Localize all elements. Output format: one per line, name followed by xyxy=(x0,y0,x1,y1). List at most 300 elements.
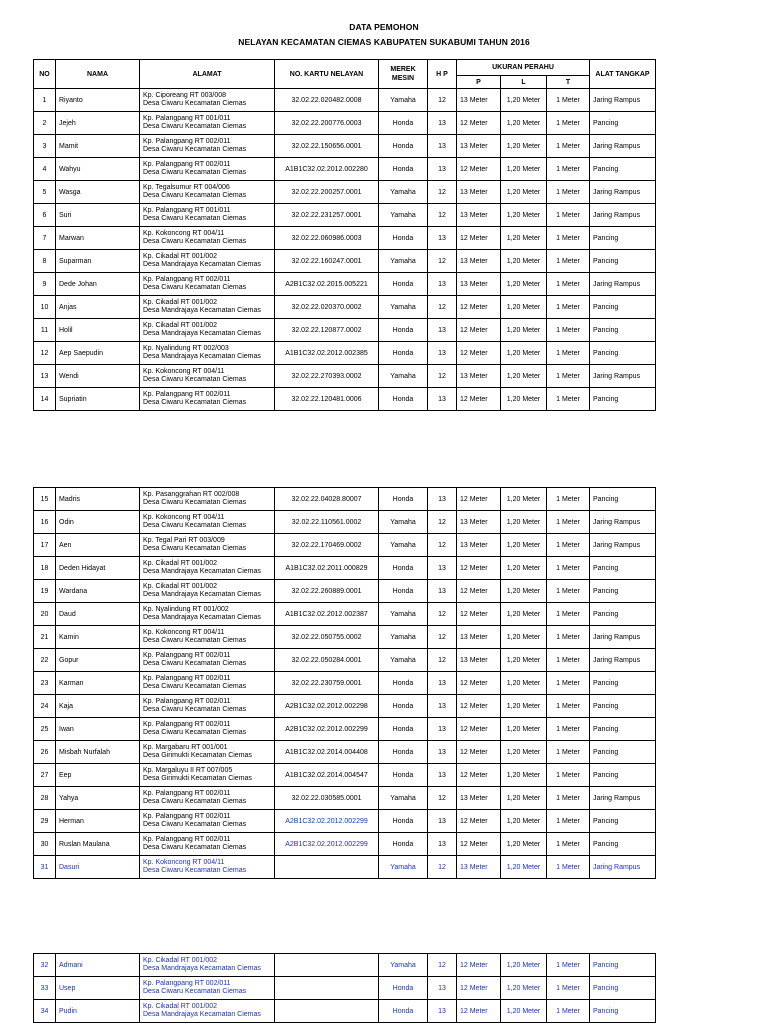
cell-hp: 13 xyxy=(428,833,457,856)
cell-tinggi: 1 Meter xyxy=(547,764,590,787)
address-line-village: Desa Mandrajaya Kecamatan Ciemas xyxy=(143,307,261,314)
cell-alat-tangkap: Jaring Rampus xyxy=(590,787,656,810)
cell-nama: Admani xyxy=(56,954,140,977)
table-row xyxy=(34,388,656,411)
cell-alat-tangkap: Pancing xyxy=(590,319,656,342)
cell-tinggi: 1 Meter xyxy=(547,488,590,511)
address-line-village: Desa Ciwaru Kecamatan Ciemas xyxy=(143,660,247,667)
cell-merek-mesin: Yamaha xyxy=(379,296,428,319)
cell-merek-mesin: Honda xyxy=(379,273,428,296)
address-line-village: Desa Ciwaru Kecamatan Ciemas xyxy=(143,399,247,406)
cell-panjang: 12 Meter xyxy=(457,810,501,833)
address-line-street: Kp. Margaluyu II RT 007/005 xyxy=(143,767,233,774)
address-line-street: Kp. Palangpang RT 002/011 xyxy=(143,813,231,820)
address-line-village: Desa Ciwaru Kecamatan Ciemas xyxy=(143,545,247,552)
cell-nama: Suparman xyxy=(56,250,140,273)
cell-nama: Holil xyxy=(56,319,140,342)
address-line-village: Desa Ciwaru Kecamatan Ciemas xyxy=(143,988,247,995)
cell-lebar: 1,20 Meter xyxy=(501,833,547,856)
cell-panjang: 12 Meter xyxy=(457,764,501,787)
cell-alat-tangkap: Pancing xyxy=(590,764,656,787)
table-row xyxy=(34,1000,656,1023)
address-line-street: Kp. Palangpang RT 002/011 xyxy=(143,138,231,145)
cell-panjang: 12 Meter xyxy=(457,342,501,365)
cell-alamat xyxy=(140,112,275,135)
cell-no: 24 xyxy=(34,695,56,718)
table-row xyxy=(34,626,656,649)
address-line-street: Kp. Cikadal RT 001/002 xyxy=(143,957,218,964)
table-row xyxy=(34,342,656,365)
cell-alamat xyxy=(140,626,275,649)
address-line-street: Kp. Palangpang RT 002/011 xyxy=(143,276,231,283)
table-row xyxy=(34,511,656,534)
address-line-village: Desa Ciwaru Kecamatan Ciemas xyxy=(143,499,247,506)
address-line-street: Kp. Nyalindung RT 001/002 xyxy=(143,606,229,613)
cell-panjang: 13 Meter xyxy=(457,250,501,273)
cell-alat-tangkap: Pancing xyxy=(590,718,656,741)
cell-hp: 13 xyxy=(428,810,457,833)
cell-alamat xyxy=(140,695,275,718)
table-row xyxy=(34,296,656,319)
cell-panjang: 13 Meter xyxy=(457,204,501,227)
cell-nama: Madris xyxy=(56,488,140,511)
cell-merek-mesin: Yamaha xyxy=(379,534,428,557)
cell-nama: Wendi xyxy=(56,365,140,388)
cell-hp: 12 xyxy=(428,954,457,977)
cell-tinggi: 1 Meter xyxy=(547,342,590,365)
cell-kartu-nelayan: A1B1C32.02.2011.000829 xyxy=(275,557,379,580)
header-nama: NAMA xyxy=(56,60,140,89)
address-line-street: Kp. Palangpang RT 001/011 xyxy=(143,115,231,122)
cell-nama: Aep Saepudin xyxy=(56,342,140,365)
cell-tinggi: 1 Meter xyxy=(547,741,590,764)
cell-no: 33 xyxy=(34,977,56,1000)
cell-kartu-nelayan: 32.02.22.200257.0001 xyxy=(275,181,379,204)
cell-no: 20 xyxy=(34,603,56,626)
table-body-1 xyxy=(34,89,656,411)
cell-merek-mesin: Honda xyxy=(379,227,428,250)
cell-no: 10 xyxy=(34,296,56,319)
cell-hp: 13 xyxy=(428,741,457,764)
address-line-street: Kp. Tegal Pari RT 003/009 xyxy=(143,537,225,544)
cell-lebar: 1,20 Meter xyxy=(501,649,547,672)
address-line-street: Kp. Cikadal RT 001/002 xyxy=(143,583,218,590)
cell-tinggi: 1 Meter xyxy=(547,626,590,649)
cell-tinggi: 1 Meter xyxy=(547,580,590,603)
cell-merek-mesin: Yamaha xyxy=(379,603,428,626)
cell-lebar: 1,20 Meter xyxy=(501,342,547,365)
cell-hp: 12 xyxy=(428,250,457,273)
cell-kartu-nelayan: 32.02.22.050755.0002 xyxy=(275,626,379,649)
address-line-street: Kp. Palangpang RT 002/011 xyxy=(143,698,231,705)
cell-panjang: 12 Meter xyxy=(457,158,501,181)
cell-alamat xyxy=(140,250,275,273)
cell-nama: Mamit xyxy=(56,135,140,158)
cell-lebar: 1,20 Meter xyxy=(501,488,547,511)
cell-tinggi: 1 Meter xyxy=(547,603,590,626)
address-line-village: Desa Mandrajaya Kecamatan Ciemas xyxy=(143,568,261,575)
cell-nama: Jejeh xyxy=(56,112,140,135)
address-line-village: Desa Ciwaru Kecamatan Ciemas xyxy=(143,284,247,291)
cell-merek-mesin: Honda xyxy=(379,741,428,764)
cell-alat-tangkap: Pancing xyxy=(590,954,656,977)
table-row xyxy=(34,112,656,135)
table-row xyxy=(34,181,656,204)
applicant-table-section-2 xyxy=(33,487,656,879)
cell-kartu-nelayan: A2B1C32.02.2012.002298 xyxy=(275,695,379,718)
cell-hp: 12 xyxy=(428,511,457,534)
cell-hp: 12 xyxy=(428,181,457,204)
table-row xyxy=(34,273,656,296)
cell-hp: 13 xyxy=(428,319,457,342)
address-line-street: Kp. Margabaru RT 001/001 xyxy=(143,744,228,751)
address-line-street: Kp. Palangpang RT 002/011 xyxy=(143,652,231,659)
table-row xyxy=(34,977,656,1000)
cell-hp: 13 xyxy=(428,135,457,158)
cell-alat-tangkap: Pancing xyxy=(590,158,656,181)
address-line-street: Kp. Kokoncong RT 004/11 xyxy=(143,859,225,866)
cell-kartu-nelayan: 32.02.22.160247.0001 xyxy=(275,250,379,273)
cell-alat-tangkap: Pancing xyxy=(590,112,656,135)
cell-alamat xyxy=(140,273,275,296)
address-line-village: Desa Ciwaru Kecamatan Ciemas xyxy=(143,146,247,153)
cell-merek-mesin: Honda xyxy=(379,580,428,603)
cell-alamat xyxy=(140,787,275,810)
cell-tinggi: 1 Meter xyxy=(547,833,590,856)
cell-hp: 13 xyxy=(428,580,457,603)
address-line-village: Desa Ciwaru Kecamatan Ciemas xyxy=(143,798,247,805)
cell-alat-tangkap: Pancing xyxy=(590,342,656,365)
cell-kartu-nelayan: 32.02.22.020370.0002 xyxy=(275,296,379,319)
cell-tinggi: 1 Meter xyxy=(547,227,590,250)
cell-hp: 12 xyxy=(428,626,457,649)
cell-alat-tangkap: Jaring Rampus xyxy=(590,511,656,534)
cell-no: 30 xyxy=(34,833,56,856)
cell-alat-tangkap: Jaring Rampus xyxy=(590,181,656,204)
cell-merek-mesin: Honda xyxy=(379,1000,428,1023)
cell-no: 21 xyxy=(34,626,56,649)
cell-alat-tangkap: Jaring Rampus xyxy=(590,649,656,672)
table-row xyxy=(34,250,656,273)
cell-hp: 13 xyxy=(428,1000,457,1023)
table-row xyxy=(34,741,656,764)
cell-panjang: 13 Meter xyxy=(457,181,501,204)
cell-no: 25 xyxy=(34,718,56,741)
cell-alat-tangkap: Jaring Rampus xyxy=(590,273,656,296)
cell-panjang: 13 Meter xyxy=(457,273,501,296)
table-body-2 xyxy=(34,488,656,879)
cell-merek-mesin: Yamaha xyxy=(379,626,428,649)
cell-lebar: 1,20 Meter xyxy=(501,764,547,787)
cell-alamat xyxy=(140,580,275,603)
address-line-village: Desa Ciwaru Kecamatan Ciemas xyxy=(143,522,247,529)
cell-alamat xyxy=(140,557,275,580)
cell-alamat xyxy=(140,296,275,319)
cell-panjang: 13 Meter xyxy=(457,534,501,557)
cell-kartu-nelayan xyxy=(275,1000,379,1023)
cell-panjang: 12 Meter xyxy=(457,227,501,250)
table-row xyxy=(34,580,656,603)
table-row xyxy=(34,672,656,695)
table-row xyxy=(34,488,656,511)
address-line-village: Desa Girimukti Kecamatan Ciemas xyxy=(143,775,252,782)
cell-hp: 13 xyxy=(428,488,457,511)
cell-alat-tangkap: Jaring Rampus xyxy=(590,204,656,227)
cell-panjang: 13 Meter xyxy=(457,626,501,649)
cell-panjang: 13 Meter xyxy=(457,135,501,158)
address-line-village: Desa Ciwaru Kecamatan Ciemas xyxy=(143,729,247,736)
cell-tinggi: 1 Meter xyxy=(547,388,590,411)
cell-alat-tangkap: Pancing xyxy=(590,250,656,273)
address-line-street: Kp. Cikadal RT 001/002 xyxy=(143,253,218,260)
table-row xyxy=(34,856,656,879)
address-line-village: Desa Ciwaru Kecamatan Ciemas xyxy=(143,100,247,107)
cell-alat-tangkap: Jaring Rampus xyxy=(590,626,656,649)
cell-alamat xyxy=(140,741,275,764)
address-line-street: Kp. Palangpang RT 002/011 xyxy=(143,161,231,168)
cell-panjang: 13 Meter xyxy=(457,511,501,534)
cell-kartu-nelayan xyxy=(275,977,379,1000)
cell-hp: 13 xyxy=(428,342,457,365)
cell-nama: Aen xyxy=(56,534,140,557)
header-alamat: ALAMAT xyxy=(140,60,275,89)
cell-alat-tangkap: Jaring Rampus xyxy=(590,365,656,388)
cell-merek-mesin: Yamaha xyxy=(379,856,428,879)
address-line-village: Desa Mandrajaya Kecamatan Ciemas xyxy=(143,261,261,268)
table-row xyxy=(34,557,656,580)
cell-no: 17 xyxy=(34,534,56,557)
cell-nama: Gopur xyxy=(56,649,140,672)
cell-tinggi: 1 Meter xyxy=(547,810,590,833)
cell-panjang: 12 Meter xyxy=(457,319,501,342)
cell-kartu-nelayan: 32.02.22.231257.0001 xyxy=(275,204,379,227)
cell-merek-mesin: Yamaha xyxy=(379,649,428,672)
cell-no: 26 xyxy=(34,741,56,764)
address-line-street: Kp. Palangpang RT 002/011 xyxy=(143,836,231,843)
cell-no: 22 xyxy=(34,649,56,672)
cell-alamat xyxy=(140,319,275,342)
cell-nama: Deden Hidayat xyxy=(56,557,140,580)
address-line-village: Desa Ciwaru Kecamatan Ciemas xyxy=(143,123,247,130)
address-line-village: Desa Ciwaru Kecamatan Ciemas xyxy=(143,376,247,383)
cell-kartu-nelayan: 32.02.22.230759.0001 xyxy=(275,672,379,695)
cell-lebar: 1,20 Meter xyxy=(501,135,547,158)
cell-no: 12 xyxy=(34,342,56,365)
cell-kartu-nelayan: A2B1C32.02.2012.002299 xyxy=(275,833,379,856)
cell-nama: Riyanto xyxy=(56,89,140,112)
cell-kartu-nelayan: 32.02.22.050284.0001 xyxy=(275,649,379,672)
cell-tinggi: 1 Meter xyxy=(547,695,590,718)
cell-merek-mesin: Yamaha xyxy=(379,787,428,810)
table-row xyxy=(34,695,656,718)
cell-nama: Dede Johan xyxy=(56,273,140,296)
cell-lebar: 1,20 Meter xyxy=(501,112,547,135)
cell-merek-mesin: Yamaha xyxy=(379,181,428,204)
cell-tinggi: 1 Meter xyxy=(547,250,590,273)
cell-kartu-nelayan xyxy=(275,856,379,879)
header-merek-mesin: MEREK MESIN xyxy=(379,60,428,89)
cell-tinggi: 1 Meter xyxy=(547,672,590,695)
cell-nama: Marwan xyxy=(56,227,140,250)
table-row xyxy=(34,158,656,181)
cell-nama: Odin xyxy=(56,511,140,534)
cell-lebar: 1,20 Meter xyxy=(501,672,547,695)
cell-hp: 13 xyxy=(428,718,457,741)
cell-tinggi: 1 Meter xyxy=(547,1000,590,1023)
cell-lebar: 1,20 Meter xyxy=(501,603,547,626)
cell-alamat xyxy=(140,181,275,204)
table-row xyxy=(34,787,656,810)
cell-panjang: 12 Meter xyxy=(457,672,501,695)
cell-no: 1 xyxy=(34,89,56,112)
cell-alat-tangkap: Jaring Rampus xyxy=(590,135,656,158)
table-row xyxy=(34,204,656,227)
cell-tinggi: 1 Meter xyxy=(547,181,590,204)
cell-alat-tangkap: Jaring Rampus xyxy=(590,534,656,557)
address-line-village: Desa Mandrajaya Kecamatan Ciemas xyxy=(143,330,261,337)
cell-tinggi: 1 Meter xyxy=(547,273,590,296)
address-line-village: Desa Mandrajaya Kecamatan Ciemas xyxy=(143,591,261,598)
cell-nama: Usep xyxy=(56,977,140,1000)
cell-nama: Supriatin xyxy=(56,388,140,411)
cell-kartu-nelayan: 32.02.22.030585.0001 xyxy=(275,787,379,810)
cell-lebar: 1,20 Meter xyxy=(501,1000,547,1023)
cell-no: 9 xyxy=(34,273,56,296)
cell-tinggi: 1 Meter xyxy=(547,954,590,977)
cell-merek-mesin: Honda xyxy=(379,672,428,695)
cell-tinggi: 1 Meter xyxy=(547,649,590,672)
cell-no: 34 xyxy=(34,1000,56,1023)
cell-tinggi: 1 Meter xyxy=(547,158,590,181)
address-line-village: Desa Ciwaru Kecamatan Ciemas xyxy=(143,637,247,644)
cell-no: 32 xyxy=(34,954,56,977)
cell-panjang: 12 Meter xyxy=(457,833,501,856)
cell-alamat xyxy=(140,534,275,557)
cell-hp: 13 xyxy=(428,557,457,580)
cell-hp: 12 xyxy=(428,856,457,879)
cell-alat-tangkap: Jaring Rampus xyxy=(590,89,656,112)
cell-lebar: 1,20 Meter xyxy=(501,810,547,833)
cell-panjang: 12 Meter xyxy=(457,954,501,977)
address-line-village: Desa Ciwaru Kecamatan Ciemas xyxy=(143,867,247,874)
cell-nama: Wasga xyxy=(56,181,140,204)
cell-hp: 13 xyxy=(428,764,457,787)
cell-nama: Misbah Nurfalah xyxy=(56,741,140,764)
cell-panjang: 12 Meter xyxy=(457,1000,501,1023)
cell-merek-mesin: Honda xyxy=(379,342,428,365)
address-line-village: Desa Ciwaru Kecamatan Ciemas xyxy=(143,169,247,176)
address-line-street: Kp. Kokoncong RT 004/11 xyxy=(143,230,225,237)
cell-alat-tangkap: Pancing xyxy=(590,227,656,250)
cell-panjang: 12 Meter xyxy=(457,488,501,511)
cell-merek-mesin: Yamaha xyxy=(379,89,428,112)
cell-no: 7 xyxy=(34,227,56,250)
address-line-street: Kp. Palangpang RT 002/011 xyxy=(143,790,231,797)
cell-merek-mesin: Honda xyxy=(379,557,428,580)
cell-hp: 13 xyxy=(428,672,457,695)
cell-alat-tangkap: Pancing xyxy=(590,488,656,511)
cell-alamat xyxy=(140,977,275,1000)
cell-panjang: 12 Meter xyxy=(457,741,501,764)
cell-kartu-nelayan: 32.02.22.150656.0001 xyxy=(275,135,379,158)
cell-no: 14 xyxy=(34,388,56,411)
cell-alat-tangkap: Pancing xyxy=(590,977,656,1000)
cell-alat-tangkap: Pancing xyxy=(590,557,656,580)
cell-nama: Ruslan Maulana xyxy=(56,833,140,856)
cell-alat-tangkap: Pancing xyxy=(590,695,656,718)
cell-nama: Wardana xyxy=(56,580,140,603)
cell-merek-mesin: Yamaha xyxy=(379,250,428,273)
cell-alamat xyxy=(140,672,275,695)
address-line-village: Desa Ciwaru Kecamatan Ciemas xyxy=(143,215,247,222)
cell-kartu-nelayan: A1B1C32.02.2012.002387 xyxy=(275,603,379,626)
cell-no: 28 xyxy=(34,787,56,810)
cell-merek-mesin: Honda xyxy=(379,112,428,135)
cell-alamat xyxy=(140,204,275,227)
cell-alamat xyxy=(140,227,275,250)
cell-panjang: 12 Meter xyxy=(457,112,501,135)
cell-nama: Suri xyxy=(56,204,140,227)
cell-nama: Iwan xyxy=(56,718,140,741)
cell-no: 6 xyxy=(34,204,56,227)
address-line-street: Kp. Pasanggrahan RT 002/008 xyxy=(143,491,240,498)
cell-panjang: 12 Meter xyxy=(457,603,501,626)
address-line-village: Desa Mandrajaya Kecamatan Ciemas xyxy=(143,965,261,972)
address-line-street: Kp. Nyalindung RT 002/003 xyxy=(143,345,229,352)
cell-alat-tangkap: Pancing xyxy=(590,580,656,603)
cell-alat-tangkap: Pancing xyxy=(590,296,656,319)
cell-no: 23 xyxy=(34,672,56,695)
cell-lebar: 1,20 Meter xyxy=(501,273,547,296)
cell-lebar: 1,20 Meter xyxy=(501,388,547,411)
cell-no: 19 xyxy=(34,580,56,603)
table-row xyxy=(34,89,656,112)
address-line-village: Desa Mandrajaya Kecamatan Ciemas xyxy=(143,614,261,621)
cell-tinggi: 1 Meter xyxy=(547,319,590,342)
cell-tinggi: 1 Meter xyxy=(547,112,590,135)
cell-kartu-nelayan: 32.02.22.270393.0002 xyxy=(275,365,379,388)
table-row xyxy=(34,649,656,672)
cell-hp: 12 xyxy=(428,603,457,626)
cell-tinggi: 1 Meter xyxy=(547,135,590,158)
cell-kartu-nelayan: 32.02.22.200776.0003 xyxy=(275,112,379,135)
cell-kartu-nelayan: A2B1C32.02.2015.005221 xyxy=(275,273,379,296)
cell-panjang: 12 Meter xyxy=(457,580,501,603)
cell-hp: 12 xyxy=(428,89,457,112)
cell-merek-mesin: Honda xyxy=(379,977,428,1000)
header-t: T xyxy=(547,76,590,89)
cell-alamat xyxy=(140,342,275,365)
cell-lebar: 1,20 Meter xyxy=(501,718,547,741)
cell-hp: 13 xyxy=(428,388,457,411)
cell-nama: Wahyu xyxy=(56,158,140,181)
address-line-street: Kp. Cikadal RT 001/002 xyxy=(143,299,218,306)
cell-alamat xyxy=(140,764,275,787)
cell-no: 11 xyxy=(34,319,56,342)
address-line-street: Kp. Kokoncong RT 004/11 xyxy=(143,629,225,636)
cell-no: 2 xyxy=(34,112,56,135)
address-line-street: Kp. Palangpang RT 002/011 xyxy=(143,721,231,728)
table-row xyxy=(34,810,656,833)
cell-nama: Kamin xyxy=(56,626,140,649)
cell-no: 13 xyxy=(34,365,56,388)
cell-alamat xyxy=(140,954,275,977)
cell-merek-mesin: Honda xyxy=(379,135,428,158)
address-line-village: Desa Ciwaru Kecamatan Ciemas xyxy=(143,844,247,851)
cell-lebar: 1,20 Meter xyxy=(501,557,547,580)
cell-alat-tangkap: Pancing xyxy=(590,603,656,626)
cell-kartu-nelayan: 32.02.22.120877.0002 xyxy=(275,319,379,342)
